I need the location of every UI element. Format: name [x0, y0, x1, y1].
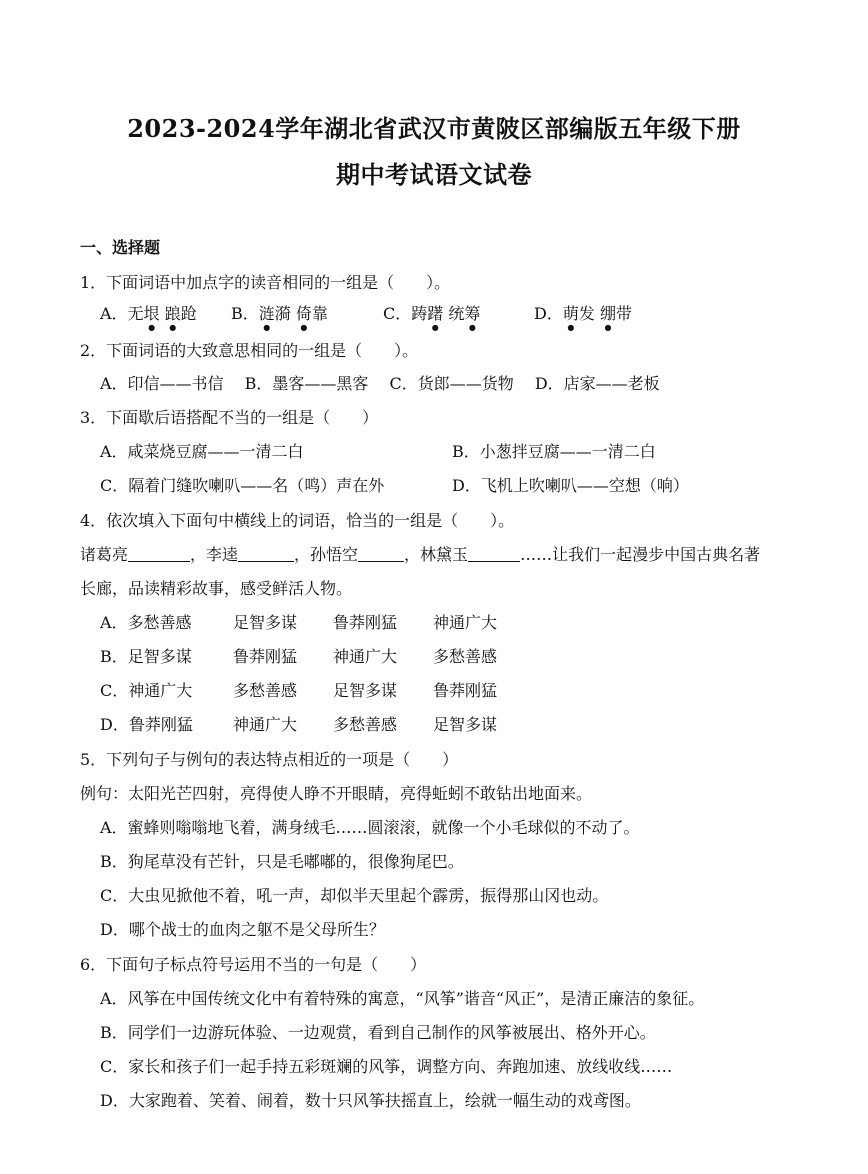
- question-5-example: 例句：太阳光芒四射，亮得使人睁不开眼睛，亮得蚯蚓不敢钻出地面来。: [80, 784, 593, 803]
- q4-option-d-3: 多愁善感: [333, 715, 398, 734]
- q5-option-c: C．大虫见掀他不着，吼一声，却似半天里起个霹雳，振得那山冈也动。: [100, 886, 609, 905]
- q4-option-b-1: B．足智多谋: [100, 647, 192, 666]
- question-2-stem: 2．下面词语的大致意思相同的一组是（ ）。: [80, 341, 419, 360]
- q4-option-d-1: D．鲁莽刚猛: [100, 715, 193, 734]
- q5-option-d: D．哪个战士的血肉之躯不是父母所生？: [100, 920, 385, 939]
- exam-title-line2: 期中考试语文试卷: [336, 160, 532, 189]
- question-4-sentence: 诸葛亮 ，李逵 ，孙悟空 ，林黛玉 ……让我们一起漫步中国古典名著: [80, 545, 761, 564]
- q4-option-a-1: A．多愁善感: [100, 613, 192, 632]
- q3-option-d: D．飞机上吹喇叭——空想（响）: [452, 476, 689, 495]
- dotted-char: 倚: [295, 304, 312, 323]
- fill-blank: [358, 545, 404, 562]
- section-heading: 一、选择题: [80, 238, 161, 257]
- q4-option-b-2: 鲁莽刚猛: [233, 647, 298, 666]
- q4-option-a-3: 鲁莽刚猛: [333, 613, 398, 632]
- dotted-char: 躇: [427, 304, 444, 323]
- q6-option-d: D．大家跑着、笑着、闹着，数十只风筝扶摇直上，绘就一幅生动的戏鸢图。: [100, 1091, 641, 1110]
- q1-option-d: D．萌发 绷带: [534, 304, 632, 323]
- q4-option-b-3: 神通广大: [333, 647, 398, 666]
- fill-blank: [128, 545, 190, 562]
- question-6-stem: 6．下面句子标点符号运用不当的一句是（ ）: [80, 955, 427, 974]
- question-4-sentence-cont: 长廊，品读精彩故事，感受鲜活人物。: [80, 579, 353, 598]
- q4-option-c-1: C．神通广大: [100, 681, 193, 700]
- q4-option-d-2: 神通广大: [233, 715, 298, 734]
- q4-option-b-4: 多愁善感: [433, 647, 498, 666]
- dotted-char: 垠: [143, 304, 160, 323]
- question-1-stem: 1．下面词语中加点字的读音相同的一组是（ ）。: [80, 273, 451, 292]
- question-4-stem: 4．依次填入下面句中横线上的词语，恰当的一组是（ ）。: [80, 511, 515, 530]
- q4-option-c-4: 鲁莽刚猛: [433, 681, 498, 700]
- q5-option-a: A．蜜蜂则嗡嗡地飞着，满身绒毛……圆滚滚，就像一个小毛球似的不动了。: [100, 818, 640, 837]
- fill-blank: [238, 545, 294, 562]
- q3-option-a: A．咸菜烧豆腐——一清二白: [100, 442, 304, 461]
- dotted-char: 萌: [562, 304, 579, 323]
- q4-option-a-2: 足智多谋: [233, 613, 298, 632]
- q6-option-c: C．家长和孩子们一起手持五彩斑斓的风筝，调整方向、奔跑加速、放线收线……: [100, 1057, 673, 1076]
- q3-option-b: B．小葱拌豆腐——一清二白: [452, 442, 656, 461]
- q1-option-c: C．踌躇 统筹: [383, 304, 481, 323]
- dotted-char: 绷: [599, 304, 616, 323]
- q3-option-c: C．隔着门缝吹喇叭——名（鸣）声在外: [100, 476, 385, 495]
- q6-option-b: B．同学们一边游玩体验、一边观赏，看到自己制作的风筝被展出、格外开心。: [100, 1023, 656, 1042]
- exam-title-line1: 2023-2024学年湖北省武汉市黄陂区部编版五年级下册: [127, 114, 741, 143]
- fill-blank: [468, 545, 520, 562]
- question-2-options: A．印信——书信 B．墨客——黑客 C．货郎——货物 D．店家——老板: [100, 374, 660, 393]
- dotted-char: 踉: [164, 304, 181, 323]
- dotted-char: 筹: [464, 304, 481, 323]
- q1-option-a-label: A．: [100, 304, 128, 323]
- q4-option-d-4: 足智多谋: [433, 715, 498, 734]
- question-1-options: A．无垠 踉跄: [100, 304, 197, 323]
- question-3-stem: 3．下面歇后语搭配不当的一组是（ ）: [80, 408, 379, 427]
- q5-option-b: B．狗尾草没有芒针，只是毛嘟嘟的，很像狗尾巴。: [100, 852, 464, 871]
- dotted-char: 涟: [258, 304, 275, 323]
- q1-option-b: B．涟漪 倚靠: [231, 304, 328, 323]
- q4-option-c-3: 足智多谋: [333, 681, 398, 700]
- q4-option-c-2: 多愁善感: [233, 681, 298, 700]
- question-5-stem: 5．下列句子与例句的表达特点相近的一项是（ ）: [80, 750, 459, 769]
- q4-option-a-4: 神通广大: [433, 613, 498, 632]
- q6-option-a: A．风筝在中国传统文化中有着特殊的寓意，“风筝”谐音“风正”，是清正廉洁的象征。: [100, 989, 705, 1008]
